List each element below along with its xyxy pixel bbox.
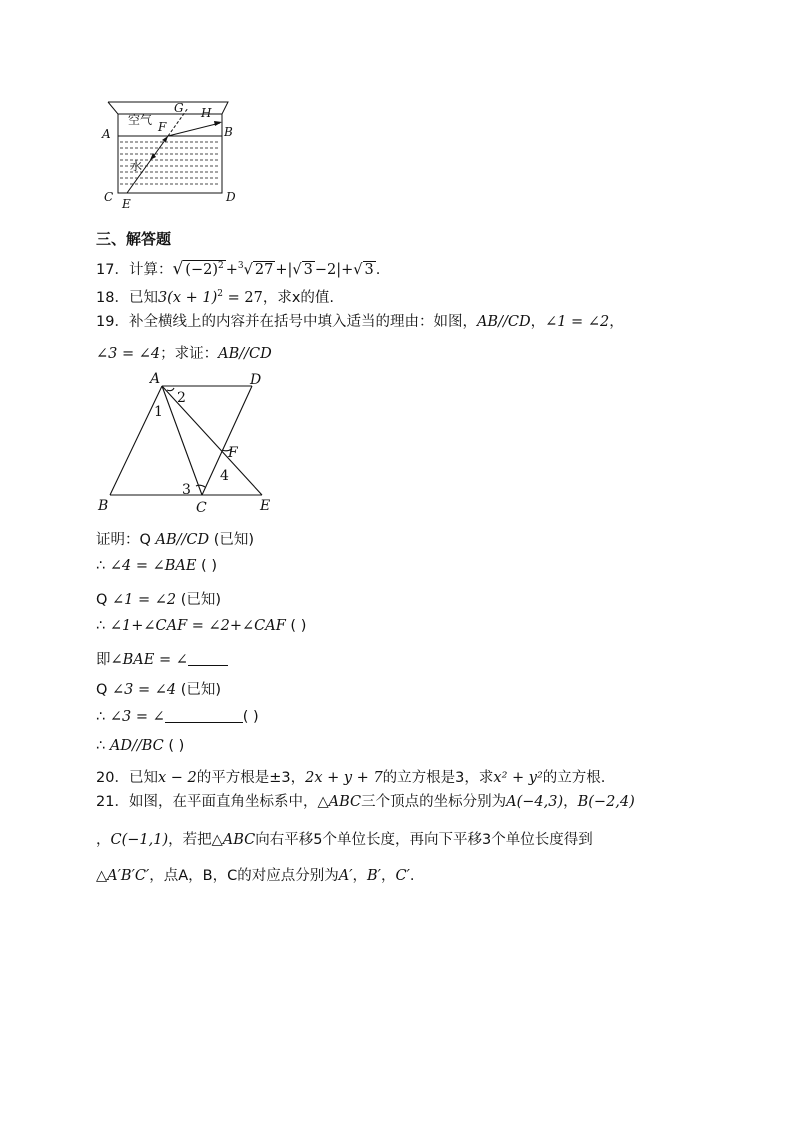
question-17: 17．计算：√ $(-2)^2 +^3√$ 27 +|√ 3 −2|+√ 3 . [96,259,381,279]
fig2-label-D: D [250,372,262,388]
proof-line-7: ∴ ∠3 = ∠ ( ) [96,709,259,725]
label-B: B [224,125,233,139]
proof-line-5: 即∠BAE = ∠ [96,648,228,669]
question-20: 20．已知x − 2的平方根是±3，2x + y + 7的立方根是3，求x² + y²的立方根. [96,770,606,786]
fig2-angle-4: 4 [220,468,229,484]
air-label: 空气 [128,113,153,127]
fig2-label-C: C [196,500,207,516]
label-E: E [122,197,131,211]
question-18: 18．已知$3(x + 1)^2 = 27$，求x的值. [96,289,335,306]
label-A: A [102,127,111,141]
question-21-line2: ，C(−1,1)，若把△ABC向右平移5个单位长度，再向下平移3个单位长度得到 [96,832,593,848]
fig2-label-F: F [228,445,238,461]
proof-line-8: ∴ AD//BC ( ) [96,738,185,754]
proof-line-3: Q ∠1 = ∠2 (已知) [96,592,222,608]
fig2-label-E: E [260,498,271,514]
question-21-line1: 21．如图，在平面直角坐标系中，△ABC三个顶点的坐标分别为A(−4,3)，B(−2,4) [96,794,635,810]
refraction-figure [98,96,238,211]
water-label: 水 [130,159,143,173]
fig2-angle-1: 1 [154,404,163,420]
proof-line-1: 证明：Q AB//CD (已知) [96,532,255,548]
section-title: 三、解答题 [96,230,172,248]
blank-1[interactable] [188,651,228,666]
question-19-line2: ∠3 = ∠4；求证：AB//CD [96,346,272,362]
question-19-line1: 19．补全横线上的内容并在括号中填入适当的理由：如图，AB//CD，∠1 = ∠2， [96,314,624,330]
fig2-angle-2: 2 [177,390,186,406]
fig2-label-B: B [98,498,109,514]
label-D: D [226,190,236,204]
proof-line-2: ∴ ∠4 = ∠BAE ( ) [96,558,217,574]
proof-line-4: ∴ ∠1+∠CAF = ∠2+∠CAF ( ) [96,618,307,634]
proof-line-6: Q ∠3 = ∠4 (已知) [96,682,222,698]
label-F: F [158,120,167,134]
label-H: H [201,106,212,120]
parallelogram-figure [92,368,282,518]
blank-2[interactable] [165,708,243,723]
label-G: G [174,101,184,115]
fig2-angle-3: 3 [182,482,191,498]
question-21-line3: △A′B′C′，点A，B，C的对应点分别为A′，B′，C′. [96,868,415,884]
label-C: C [104,190,114,204]
fig2-label-A: A [150,371,161,387]
